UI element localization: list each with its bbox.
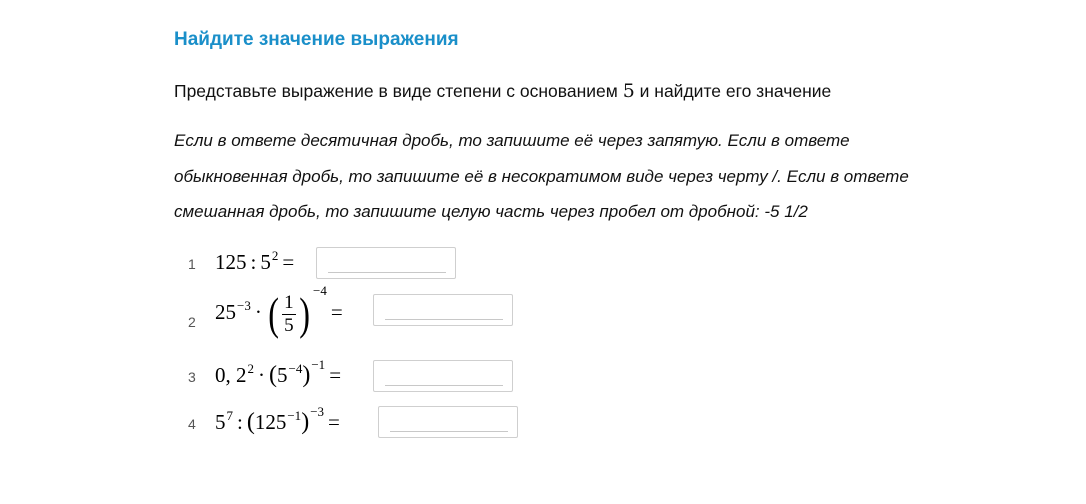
equals-sign: = [329,363,342,387]
problem-expression [215,250,298,275]
operator: · [254,299,262,324]
exponent: −3 [310,404,325,419]
problem-expression [215,282,347,339]
problem-expression [215,404,344,436]
instruction-text-before: Представьте выражение в виде степени с основанием [174,81,623,101]
equals-sign: = [328,410,340,434]
term: 5 [277,363,288,387]
task-heading: Найдите значение выражения [174,29,459,50]
instruction-base: 5 [622,80,635,102]
operator: : [237,410,243,434]
answer-input-3[interactable] [373,360,513,392]
note-line: смешанная дробь, то запишите целую часть через пробел от дробной: -5 1/2 [174,202,808,221]
exponent: −4 [313,282,327,298]
problem-number: 4 [188,416,196,432]
paren-open: ( [268,288,279,339]
fraction-numerator: 1 [284,291,294,313]
task-instruction [174,80,831,102]
problem-number: 2 [188,314,196,330]
exponent: −4 [288,361,303,376]
operator: · [258,363,265,387]
exponent: 7 [226,408,233,423]
equals-sign: = [330,299,343,324]
problem-expression [215,357,345,389]
term: 25 [215,299,236,324]
answer-wrap-3 [373,360,515,394]
paren-open: ( [246,409,255,435]
answer-input-1[interactable] [316,247,456,279]
equals-sign: = [282,250,295,274]
answer-wrap-1 [316,247,458,281]
paren-close: ) [301,409,310,435]
exponent: 2 [247,361,254,376]
term: 5 [215,410,226,434]
note-line: Если в ответе десятичная дробь, то запишите её через запятую. Если в ответе [174,131,850,150]
term: 0, 2 [215,363,247,387]
paren-close: ) [302,362,311,388]
term: 125 [215,250,247,274]
answer-format-note [174,123,974,230]
operator: : [250,250,257,274]
fraction [282,292,296,337]
exponent: 2 [271,248,279,263]
answer-input-4[interactable] [378,406,518,438]
note-line: обыкновенная дробь, то запишите её в несократимом виде через черту /. Если в ответе [174,166,909,186]
instruction-text-after: и найдите его значение [634,81,832,101]
exponent: −1 [287,408,302,423]
paren-close: ) [298,288,310,339]
exponent: −3 [237,297,251,313]
term: 125 [254,410,287,434]
problem-number: 3 [188,369,196,385]
term: 5 [260,250,271,274]
answer-wrap-2 [373,294,515,328]
paren-open: ( [269,362,277,388]
answer-wrap-4 [378,406,520,440]
problem-number: 1 [188,256,196,272]
fraction-denominator: 5 [284,314,294,336]
answer-input-2[interactable] [373,294,513,326]
exponent: −1 [311,357,326,372]
